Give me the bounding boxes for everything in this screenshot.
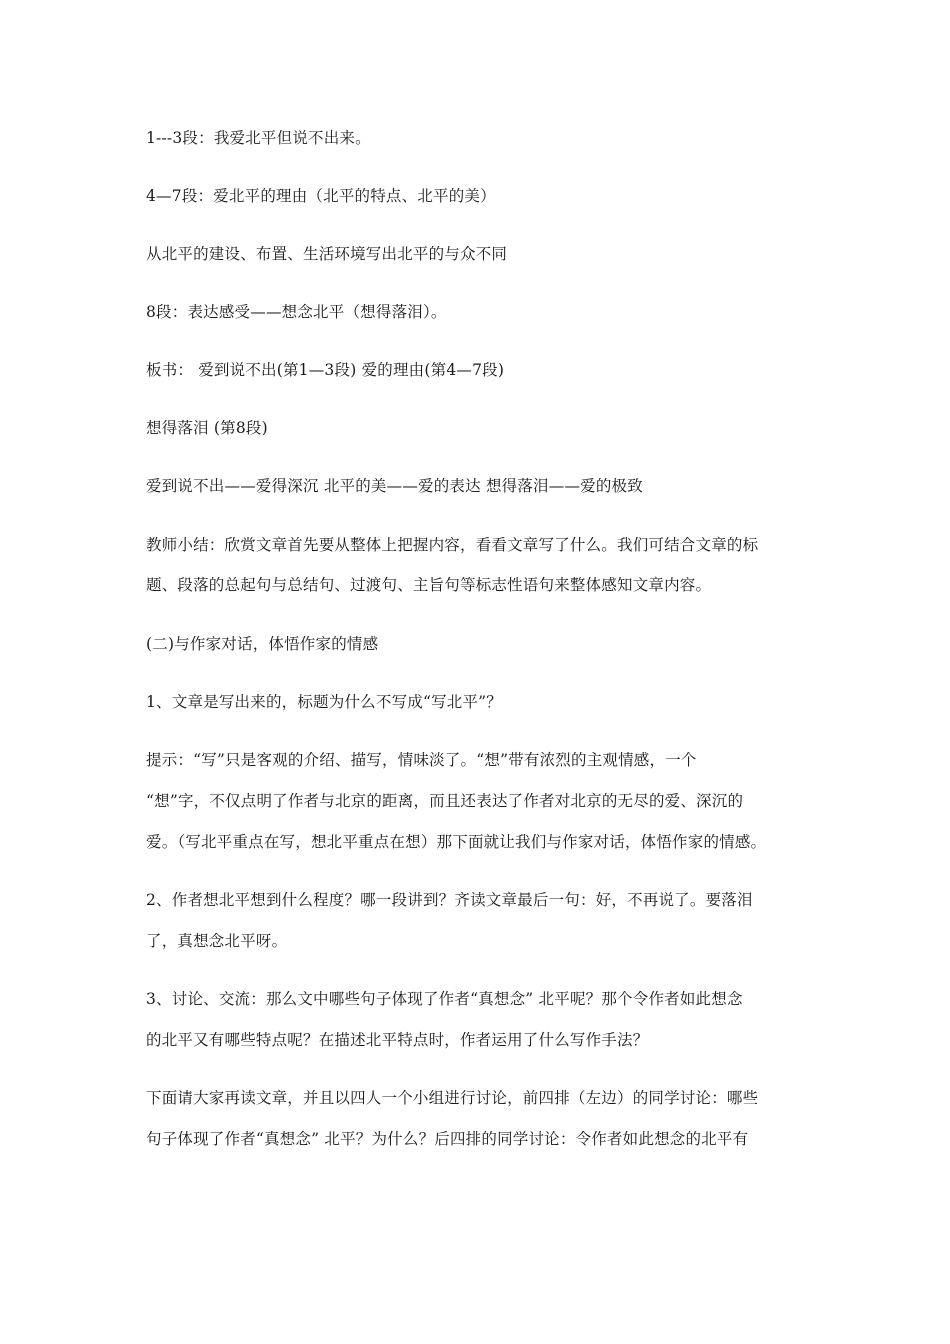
text-line-2: 4—7段：爱北平的理由（北平的特点、北平的美） [146, 187, 496, 205]
text-line-16: 了，真想念北平呀。 [146, 932, 288, 950]
text-line-10: (二)与作家对话，体悟作家的情感 [146, 635, 379, 653]
text-line-6: 想得落泪 (第8段) [146, 419, 268, 437]
text-line-11: 1、文章是写出来的，标题为什么不写成“写北平”？ [146, 693, 503, 711]
text-line-14: 爱。（写北平重点在写，想北平重点在想）那下面就让我们与作家对话，体悟作家的情感。 [146, 833, 767, 851]
text-line-7: 爱到说不出——爱得深沉 北平的美——爱的表达 想得落泪——爱的极致 [146, 477, 643, 495]
text-line-19: 下面请大家再读文章，并且以四人一个小组进行讨论，前四排（左边）的同学讨论：哪些 [146, 1089, 759, 1107]
text-line-13: “想”字，不仅点明了作者与北京的距离，而且还表达了作者对北京的无尽的爱、深沉的 [146, 792, 744, 810]
text-line-18: 的北平又有哪些特点呢？在描述北平特点时，作者运用了什么写作手法？ [146, 1031, 649, 1049]
text-line-1: 1---3段：我爱北平但说不出来。 [146, 129, 371, 147]
text-line-15: 2、作者想北平想到什么程度？哪一段讲到？齐读文章最后一句：好，不再说了。要落泪 [146, 891, 753, 909]
text-line-8: 教师小结：欣赏文章首先要从整体上把握内容，看看文章写了什么。我们可结合文章的标 [146, 536, 759, 554]
text-line-4: 8段：表达感受——想念北平（想得落泪）。 [146, 303, 447, 321]
text-line-9: 题、段落的总起句与总结句、过渡句、主旨句等标志性语句来整体感知文章内容。 [146, 576, 712, 594]
text-line-20: 句子体现了作者“真想念” 北平？为什么？后四排的同学讨论：令作者如此想念的北平有 [146, 1130, 749, 1148]
text-line-12: 提示：“写”只是客观的介绍、描写，情味淡了。“想”带有浓烈的主观情感，一个 [146, 751, 697, 769]
text-line-5: 板书： 爱到说不出(第1—3段) 爱的理由(第4—7段) [146, 361, 505, 379]
text-line-17: 3、讨论、交流：那么文中哪些句子体现了作者“真想念” 北平呢？那个令作者如此想念 [146, 990, 743, 1008]
text-line-3: 从北平的建设、布置、生活环境写出北平的与众不同 [146, 245, 508, 263]
